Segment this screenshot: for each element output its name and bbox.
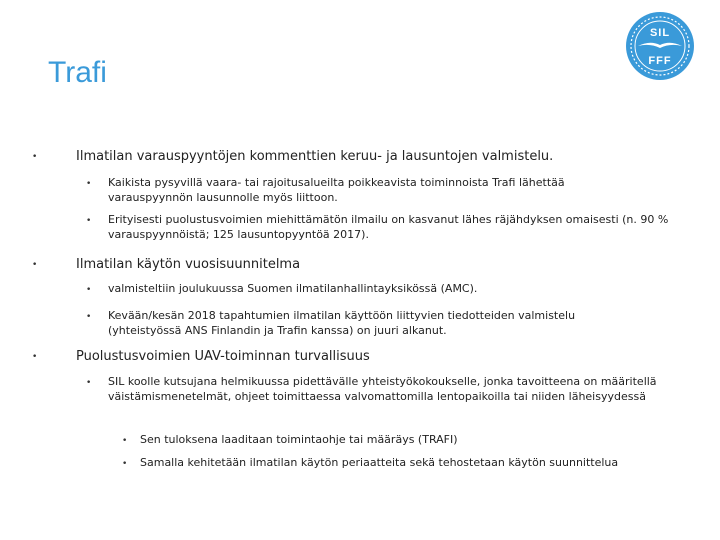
- list-item: Sen tuloksena laaditaan toimintaohje tai määräys (TRAFI): [140, 433, 458, 446]
- logo-top-text: SIL: [649, 27, 671, 39]
- list-item: valmisteltiin joulukuussa Suomen ilmatilanhallintayksikössä (AMC).: [108, 282, 478, 295]
- bullet-marker: •: [32, 352, 38, 362]
- bullet-marker: •: [86, 312, 92, 322]
- bullet-marker: •: [32, 152, 38, 162]
- bullet-marker: •: [86, 285, 92, 295]
- bullet-marker: •: [122, 459, 128, 469]
- list-item: Ilmatilan varauspyyntöjen kommenttien keruu- ja lausuntojen valmistelu.: [76, 149, 554, 164]
- logo-bottom-text: FFF: [648, 55, 672, 67]
- bullet-marker: •: [32, 260, 38, 270]
- bullet-marker: •: [86, 378, 92, 388]
- bullet-marker: •: [122, 436, 128, 446]
- page-title: Trafi: [48, 56, 107, 89]
- list-item: Kaikista pysyvillä vaara- tai rajoitusalueilta poikkeavista toiminnoista Trafi lähettää varauspyynnön lausunnolle myös liittoon.: [108, 176, 565, 204]
- list-item: Ilmatilan käytön vuosisuunnitelma: [76, 257, 301, 272]
- list-item: Samalla kehitetään ilmatilan käytön periaatteita sekä tehostetaan käytön suunnittelua: [140, 456, 619, 469]
- bullet-marker: •: [86, 179, 92, 189]
- list-item: Puolustusvoimien UAV-toiminnan turvallisuus: [76, 349, 370, 364]
- list-item: Kevään/kesän 2018 tapahtumien ilmatilan käyttöön liittyvien tiedotteiden valmistelu (yhteistyössä ANS Finlandin ja Trafin kanssa) on juuri alkanut.: [108, 309, 576, 337]
- bullet-marker: •: [86, 216, 92, 226]
- list-item: Erityisesti puolustusvoimien miehittämätön ilmailu on kasvanut lähes räjähdyksen omaisesti (n. 90 % varauspyynnöistä; 125 lausuntopyyntöä 2017).: [108, 213, 669, 241]
- sil-fff-logo: [624, 10, 696, 82]
- list-item: SIL koolle kutsujana helmikuussa pidettävälle yhteistyökokoukselle, jonka tavoitteena on määritellä väistämismenetelmät, ohjeet toimittaessa valvomattomilla lentopaikoilla tai niiden läheisyydessä: [108, 375, 657, 403]
